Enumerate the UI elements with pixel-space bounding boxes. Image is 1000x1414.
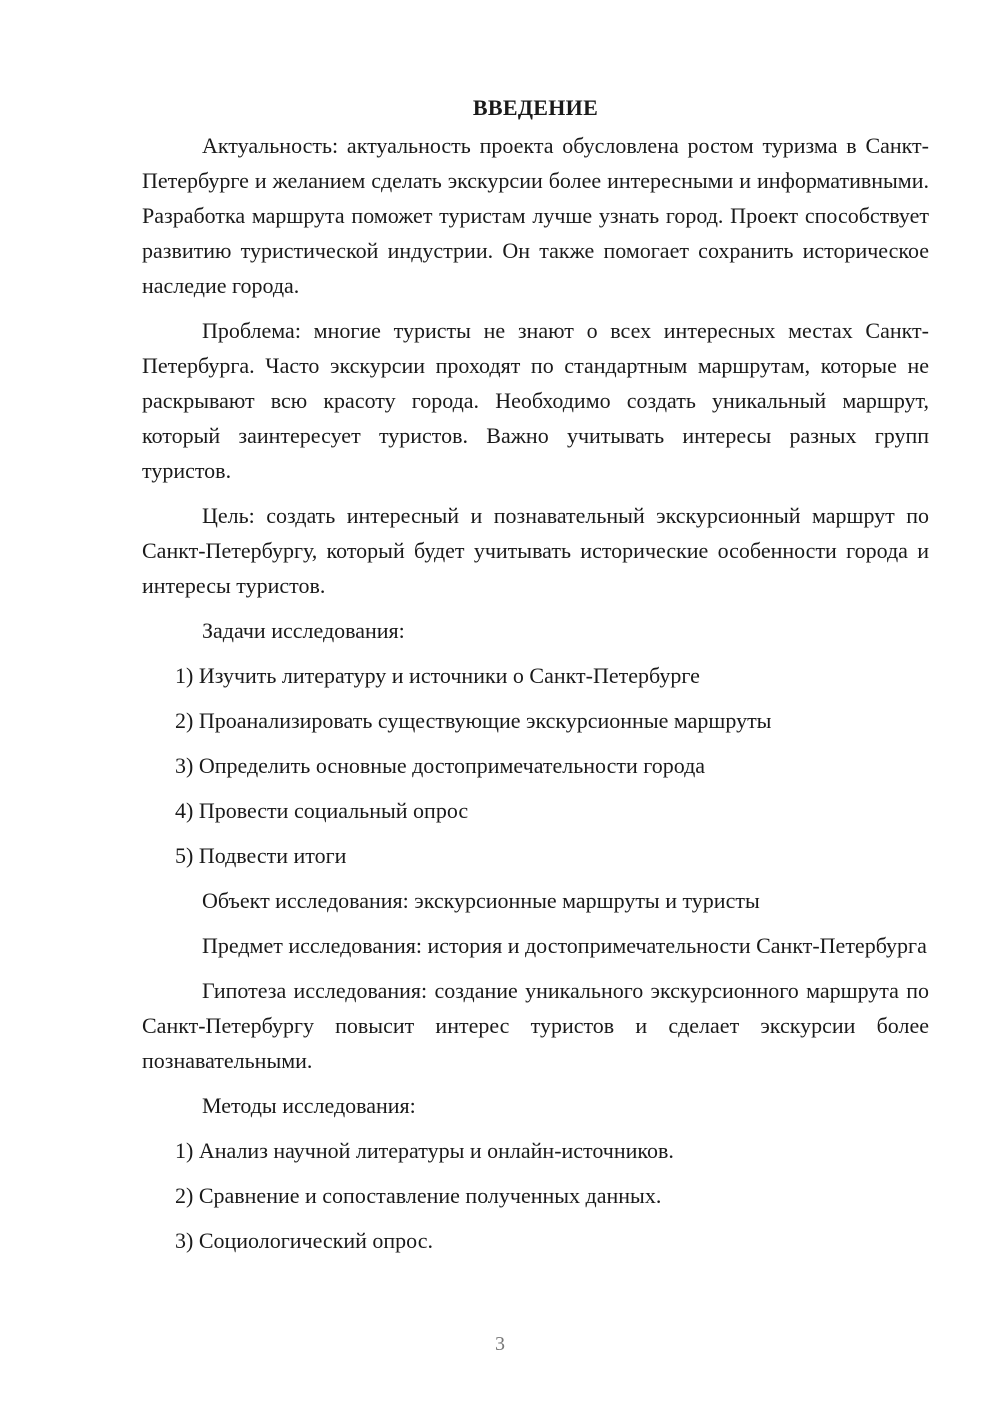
methods-title: Методы исследования: [202, 1093, 416, 1118]
page-number: 3 [495, 1333, 505, 1355]
task-item: 1) Изучить литературу и источники о Санкт-Петербурге [175, 663, 700, 688]
actuality-paragraph: Актуальность: актуальность проекта обусловлена ростом туризма в Санкт-Петербурге и желанием сделать экскурсии более интересными и информативными. Разработка маршрута поможет туристам лучше узнать город. Проект способствует развитию туристической индустрии. Он также помогает сохранить историческое наследие города. [142, 133, 929, 298]
task-item: 5) Подвести итоги [175, 843, 347, 868]
tasks-title: Задачи исследования: [202, 618, 405, 643]
subject-paragraph: Предмет исследования: история и достопримечательности Санкт-Петербурга [202, 933, 927, 958]
method-item: 3) Социологический опрос. [175, 1228, 433, 1253]
task-item: 3) Определить основные достопримечательности города [175, 753, 706, 778]
hypothesis-paragraph: Гипотеза исследования: создание уникального экскурсионного маршрута по Санкт-Петербургу повысит интерес туристов и сделает экскурсии более познавательными. [142, 978, 929, 1073]
method-item: 1) Анализ научной литературы и онлайн-источников. [175, 1138, 674, 1163]
task-item: 2) Проанализировать существующие экскурсионные маршруты [175, 708, 772, 733]
section-heading: ВВЕДЕНИЕ [472, 95, 599, 120]
task-item: 4) Провести социальный опрос [175, 798, 469, 823]
object-paragraph: Объект исследования: экскурсионные маршруты и туристы [202, 888, 760, 913]
goal-paragraph: Цель: создать интересный и познавательный экскурсионный маршрут по Санкт-Петербургу, который будет учитывать исторические особенности города и интересы туристов. [142, 503, 929, 598]
method-item: 2) Сравнение и сопоставление полученных данных. [175, 1183, 662, 1208]
problem-paragraph: Проблема: многие туристы не знают о всех интересных местах Санкт-Петербурга. Часто экскурсии проходят по стандартным маршрутам, которые не раскрывают всю красоту города. Необходимо создать уникальный маршрут, который заинтересует туристов. Важно учитывать интересы разных групп туристов. [142, 318, 929, 483]
document-page [142, 92, 929, 1268]
